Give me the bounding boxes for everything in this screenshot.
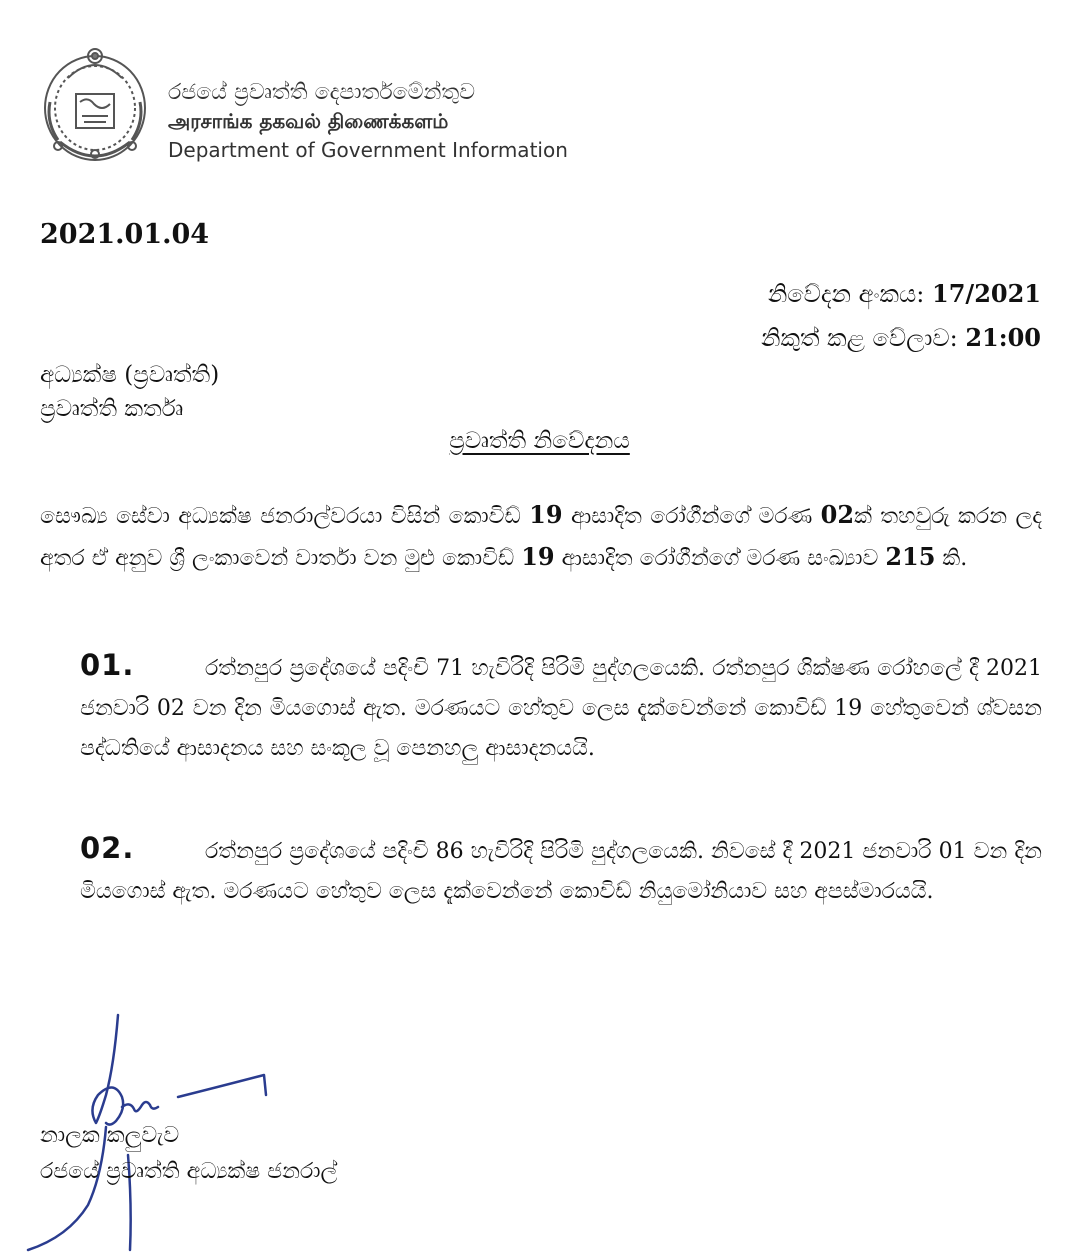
list-item-number: 01.: [80, 648, 135, 682]
department-letterhead: [168, 78, 568, 165]
department-name-english: Department of Government Information: [168, 138, 568, 162]
list-item: [80, 645, 1042, 769]
intro-text-3: ක් තහවුරු කරන ලද අතර ඒ අනුව ශ්‍රී ලංකාවෙන් වාර්තා වන මුළු කොවිඩ්: [40, 504, 1042, 571]
release-time-value: 21:00: [965, 323, 1041, 352]
sri-lanka-emblem-icon: [38, 42, 152, 168]
addressee-line-1: අධ්‍යක්ෂ (ප්‍රවෘත්ති): [40, 362, 220, 388]
addressee-line-2: ප්‍රවෘත්ති කර්තෘ: [40, 396, 184, 422]
intro-text-4: ආසාදිත රෝගීන්ගේ මරණ සංඛ්‍යාව: [554, 546, 886, 571]
list-item: [80, 828, 1042, 912]
document-title-text: ප්‍රවෘත්ති නිවේදනය: [449, 428, 630, 454]
document-title: [0, 428, 1079, 454]
intro-number-1: 19: [529, 500, 563, 529]
addressee-block: [40, 358, 219, 426]
department-name-tamil: அரசாங்க தகவல் திணைக்களம்: [168, 109, 449, 133]
intro-number-3: 19: [521, 542, 555, 571]
department-name-sinhala: රජයේ ප්‍රවෘත්ති දෙපාර්තමේන්තුව: [168, 80, 476, 105]
release-time-label: නිකුත් කළ වේලාව:: [761, 324, 958, 352]
reference-block: [761, 272, 1041, 360]
list-item-text: රත්නපුර ප්‍රදේශයේ පදිංචි 86 හැවිරිදි පිරිමි පුද්ගලයෙකි. නිවසේ දී 2021 ජනවාරි 01 වන දින මියගොස් ඇත. මරණයට හේතුව ලෙස දැක්වෙන්නේ කොවිඩ් නියුමෝනියාව සහ අපස්මාරයයි.: [80, 839, 1042, 904]
signatory-designation: රජයේ ප්‍රවෘත්ති අධ්‍යක්ෂ ජනරාල්: [40, 1159, 338, 1184]
release-time-line: [761, 316, 1041, 360]
intro-text-5: කි.: [935, 546, 968, 571]
release-date: 2021.01.04: [40, 219, 210, 250]
intro-paragraph: [40, 495, 1042, 579]
intro-number-4: 215: [885, 542, 936, 571]
list-item-text: රත්නපුර ප්‍රදේශයේ පදිංචි 71 හැවිරිදි පිරිමි පුද්ගලයෙකි. රත්නපුර ශික්ෂණ රෝහලේ දී 2021 ජනවාරි 02 වන දින මියගොස් ඇත. මරණයට හේතුව ලෙස දැක්වෙන්නේ කොවිඩ් 19 හේතුවෙන් ශ්වසන පද්ධතියේ ආසාදනය සහ සංකූල වූ පෙනහලු ආසාදනයයි.: [80, 656, 1042, 761]
signatory-block: [40, 1118, 337, 1190]
signatory-name: නාලක කලුවැව: [40, 1123, 180, 1148]
release-number-value: 17/2021: [932, 279, 1041, 308]
intro-number-2: 02: [820, 500, 855, 529]
intro-text-1: සෞඛ්‍ය සේවා අධ්‍යක්ෂ ජනරාල්වරයා විසින් කොවිඩ්: [40, 504, 530, 529]
release-number-label: නිවේදන අංකය:: [767, 280, 925, 308]
intro-text-2: ආසාදිත රෝගීන්ගේ මරණ: [562, 504, 821, 529]
list-item-number: 02.: [80, 831, 135, 865]
release-number-line: [761, 272, 1041, 316]
